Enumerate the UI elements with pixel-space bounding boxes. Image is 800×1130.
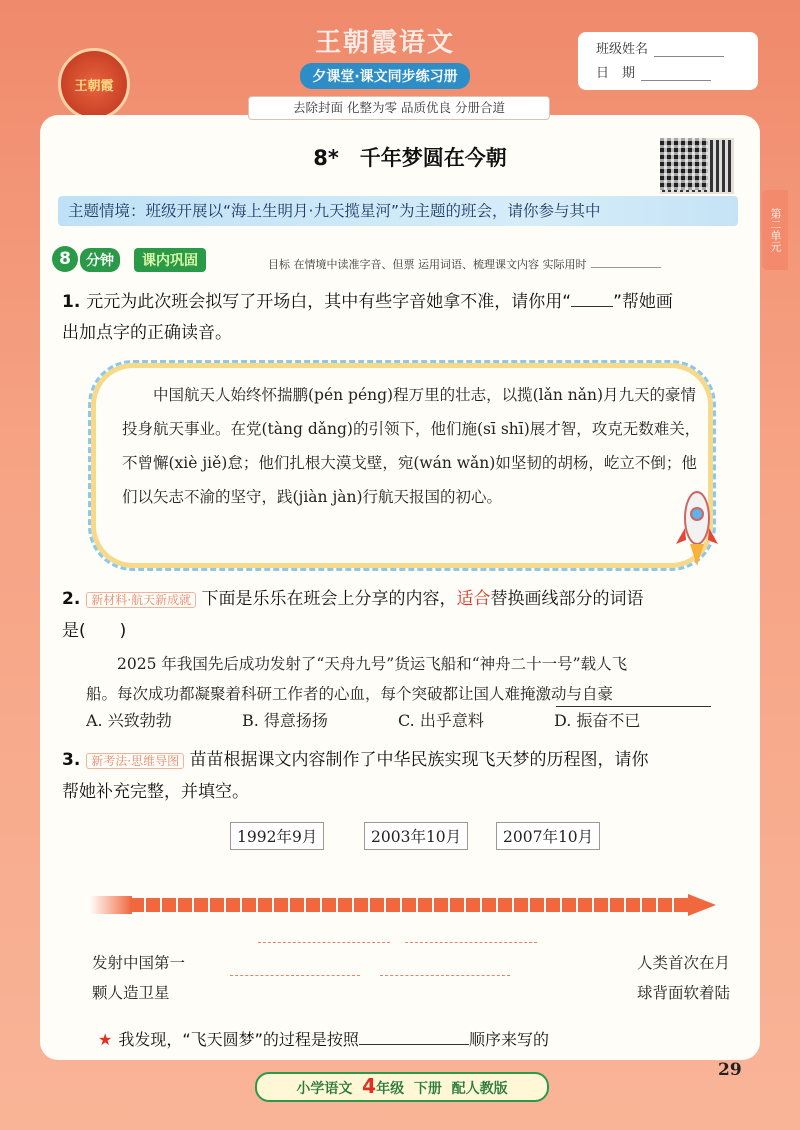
- brand-title: 王朝霞语文: [314, 28, 455, 58]
- answer-line-3[interactable]: [230, 975, 360, 976]
- question-number: 2.: [62, 589, 81, 609]
- section-badge: [52, 246, 227, 272]
- answer-line-1[interactable]: [258, 942, 390, 943]
- name-label: 班级姓名: [596, 42, 649, 57]
- date-label-2: 2003年10月: [364, 822, 468, 850]
- question-2: [62, 584, 742, 647]
- time-used-blank[interactable]: [591, 267, 661, 268]
- section-minutes-number: 8: [52, 246, 78, 272]
- date-label: 日 期: [596, 66, 636, 81]
- event-right-line-2: 球背面软着陆: [636, 984, 730, 1002]
- question-1: [62, 287, 742, 349]
- q2-options: [86, 708, 746, 731]
- timeline-dates: [230, 822, 630, 852]
- publisher-logo: 王朝霞: [58, 48, 130, 120]
- date-line[interactable]: [641, 80, 711, 81]
- slogan-banner: 去除封面 化整为零 品质优良 分册合道: [248, 96, 550, 120]
- timeline-tail: [90, 896, 132, 914]
- option-c[interactable]: C. 出乎意料: [398, 711, 484, 730]
- discover-text: 顺序来写的: [468, 1030, 549, 1049]
- question-tag: 新材料·航天新成就: [86, 592, 196, 608]
- discover-blank[interactable]: [359, 1028, 469, 1045]
- question-text: 帮她补充完整，并填空。: [62, 782, 249, 802]
- question-tag: 新考法·思维导图: [86, 753, 184, 769]
- rocket-icon: [672, 488, 722, 568]
- question-number: 1.: [62, 292, 81, 312]
- date-label-1: 1992年9月: [230, 822, 324, 850]
- name-line[interactable]: [654, 56, 724, 57]
- event-left: [92, 948, 185, 1008]
- footer-volume: 下册: [413, 1081, 442, 1097]
- discover-text: 我发现，“飞天圆梦”的过程是按照: [118, 1030, 359, 1049]
- brand-subtitle: 夕课堂·课文同步练习册: [300, 63, 469, 89]
- passage-text: 中国航天人始终怀揣鹏(pén péng)程万里的壮志，以揽(lǎn nǎn)月九天的豪情投身航天事业。在党(tàng dǎng)的引领下，他们施(sī shī)展才智，攻克无数难关，不曾懈(xiè jiě)怠；他们扎根大漠戈壁，宛(wán wǎn)如坚韧的胡杨，屹立不倒；他们以矢志不渝的坚守，践(jiàn jàn)行航天报国的初心。: [122, 386, 701, 506]
- section-minutes-label: 分钟: [80, 248, 120, 272]
- rocket-timeline: [90, 890, 730, 920]
- page-number: 29: [718, 1060, 742, 1080]
- event-left-line-1: 发射中国第一: [92, 954, 186, 972]
- discovery-line: [98, 1027, 549, 1050]
- theme-banner: 主题情境：班级开展以“海上生明月·九天揽星河”为主题的班会，请你参与其中: [58, 196, 738, 226]
- q2-paragraph-2: 船。每次成功都凝聚着科研工作者的心血，每个突破都让国人难掩激动与自豪: [86, 685, 614, 703]
- timeline-bar: [130, 898, 690, 912]
- underline-mark: [556, 706, 711, 707]
- footer-subject: 小学语文: [296, 1081, 353, 1097]
- footer-badge: [255, 1072, 549, 1102]
- question-text: ”帮她画: [613, 292, 673, 312]
- answer-line-2[interactable]: [405, 942, 537, 943]
- option-a[interactable]: A. 兴致勃勃: [86, 711, 172, 730]
- question-text: 苗苗根据课文内容制作了中华民族实现飞天梦的历程图，请你: [189, 750, 649, 770]
- question-text: 出加点字的正确读音。: [62, 323, 232, 343]
- event-right: [620, 948, 730, 1008]
- lesson-title: 8* 千年梦圆在今朝: [313, 146, 507, 170]
- section-name: 课内巩固: [134, 248, 206, 272]
- question-emphasis: 适合: [456, 589, 491, 609]
- timeline-arrow-icon: [688, 894, 716, 916]
- answer-paren[interactable]: 是( ): [62, 621, 127, 641]
- question-3: [62, 745, 742, 808]
- date-label-3: 2007年10月: [496, 822, 600, 850]
- option-d[interactable]: D. 振奋不已: [554, 711, 641, 730]
- qr-code-pattern: [660, 138, 708, 190]
- event-left-line-2: 颗人造卫星: [92, 984, 170, 1002]
- name-date-box: [578, 32, 758, 90]
- star-icon: ★: [98, 1030, 113, 1049]
- answer-line-4[interactable]: [380, 975, 510, 976]
- question-number: 3.: [62, 750, 81, 770]
- option-b[interactable]: B. 得意扬扬: [242, 711, 328, 730]
- q2-paragraph-1: 2025 年我国先后成功发射了“天舟九号”货运飞船和“神舟二十一号”载人飞: [117, 655, 628, 673]
- brand-header: [270, 22, 500, 92]
- footer-edition: 配人教版: [451, 1081, 508, 1097]
- section-goal: 目标 在情境中读准字音、但票 运用词语、梳理课文内容 实际用时: [268, 256, 661, 272]
- question-text: 下面是乐乐在班会上分享的内容，: [201, 589, 457, 609]
- question-text: 元元为此次班会拟写了开场白，其中有些字音她拿不准，请你用“: [86, 292, 572, 312]
- footer-grade-unit: 年级: [376, 1081, 405, 1097]
- question-text: 替换画线部分的词语: [490, 589, 644, 609]
- event-right-line-1: 人类首次在月: [636, 954, 730, 972]
- mark-blank: [571, 288, 613, 307]
- unit-side-tab: 第二单元: [762, 190, 788, 270]
- footer-grade: 4: [362, 1074, 377, 1098]
